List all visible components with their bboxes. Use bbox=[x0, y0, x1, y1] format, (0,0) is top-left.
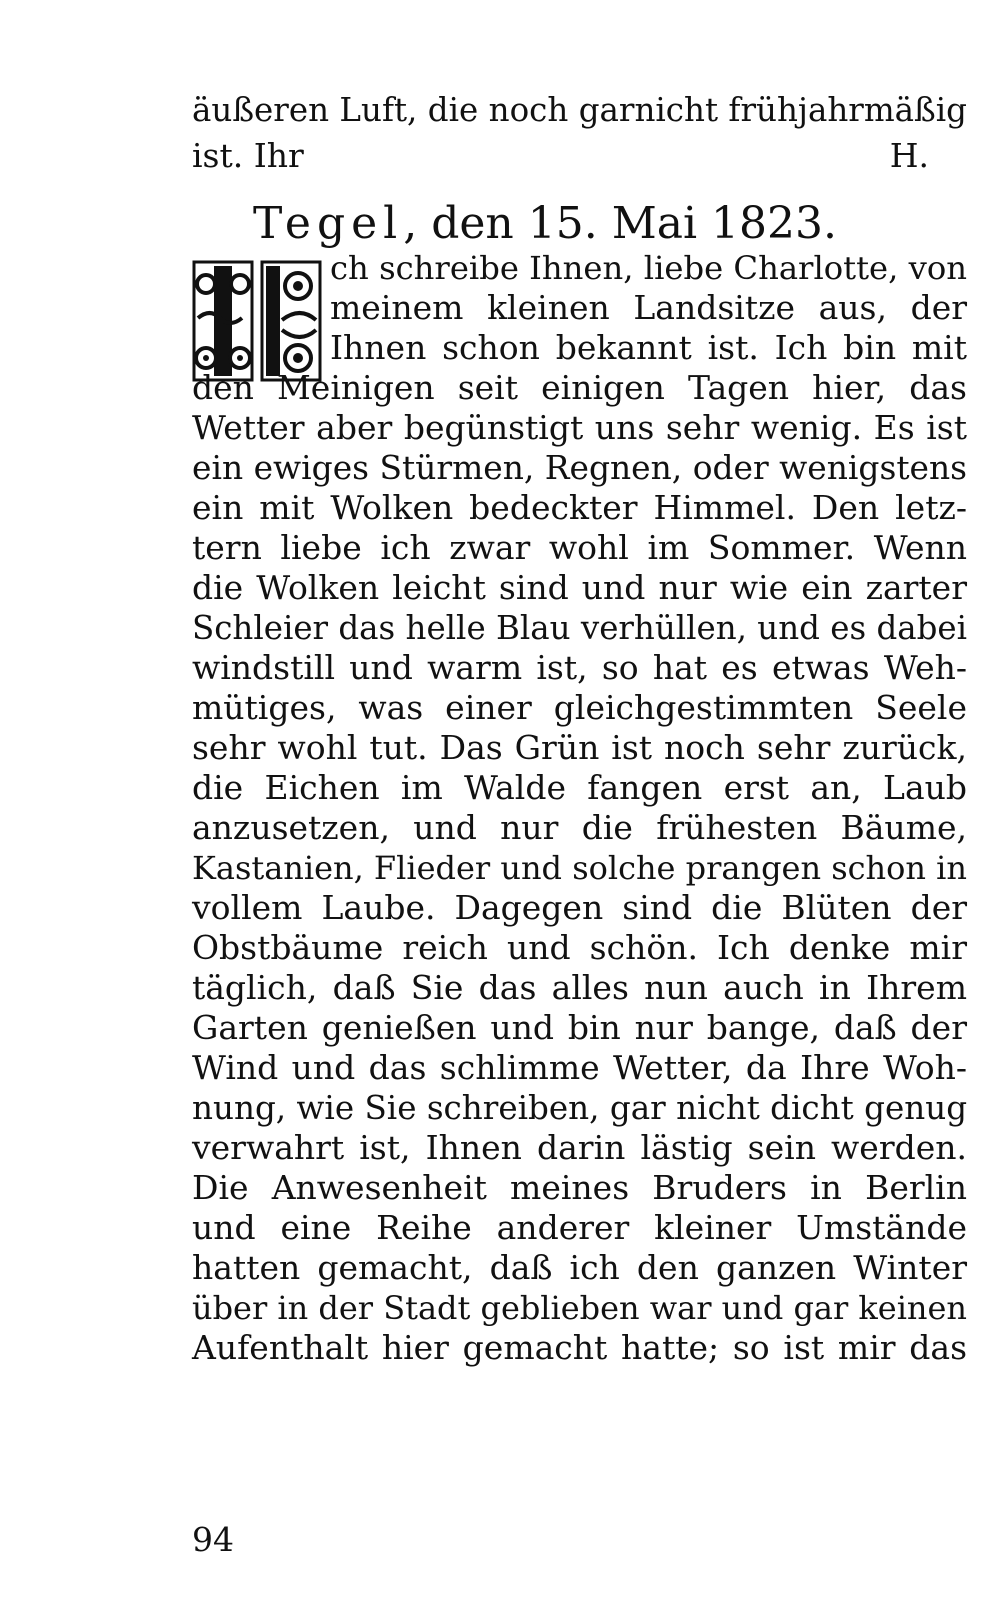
text-line: Aufenthalt hier gemacht hatte; so ist mir das bbox=[192, 1328, 967, 1367]
text-line: Wetter aber begünstigt uns sehr wenig. Es ist bbox=[192, 408, 967, 447]
text-line: mütiges, was einer gleichgestimmten Seele bbox=[192, 688, 967, 727]
text-line: über in der Stadt geblieben war und gar keinen bbox=[192, 1289, 967, 1327]
page-number: 94 bbox=[192, 1520, 234, 1559]
text-line: Obstbäume reich und schön. Ich denke mir bbox=[192, 928, 967, 967]
letter-heading bbox=[0, 196, 1000, 252]
text-line-indented: meinem kleinen Landsitze aus, der bbox=[330, 288, 967, 327]
drop-cap-letter-i-icon bbox=[192, 260, 254, 382]
text-line: sehr wohl tut. Das Grün ist noch sehr zurück, bbox=[192, 728, 967, 767]
text-line: Wind und das schlimme Wetter, da Ihre Woh- bbox=[192, 1048, 967, 1087]
signoff-signature: H. bbox=[889, 136, 929, 175]
text-line: vollem Laube. Dagegen sind die Blüten der bbox=[192, 888, 967, 927]
text-line: den Meinigen seit einigen Tagen hier, das bbox=[192, 368, 967, 407]
text-line-indented: Ihnen schon bekannt ist. Ich bin mit bbox=[330, 328, 967, 367]
text-line: ein ewiges Stürmen, Regnen, oder wenigstens bbox=[192, 448, 967, 487]
drop-cap-letter-c-icon bbox=[260, 260, 322, 382]
text-line: nung, wie Sie schreiben, gar nicht dicht genug bbox=[192, 1089, 968, 1127]
heading-date: , den 15. Mai 1823. bbox=[403, 198, 838, 249]
text-line: verwahrt ist, Ihnen darin lästig sein werden. bbox=[192, 1128, 967, 1167]
text-line: tern liebe ich zwar wohl im Sommer. Wenn bbox=[192, 528, 967, 567]
text-line-indented: ch schreibe Ihnen, liebe Charlotte, von bbox=[330, 249, 967, 287]
text-line: hatten gemacht, daß ich den ganzen Winter bbox=[192, 1248, 967, 1287]
signoff-left: ist. Ihr bbox=[192, 136, 304, 175]
text-line-carryover: äußeren Luft, die noch garnicht frühjahrmäßig bbox=[192, 91, 967, 129]
text-line: und eine Reihe anderer kleiner Umstände bbox=[192, 1208, 967, 1247]
text-line: Kastanien, Flieder und solche prangen schon in bbox=[192, 849, 967, 887]
text-line: Garten genießen und bin nur bange, daß der bbox=[192, 1008, 967, 1047]
text-line: ein mit Wolken bedeckter Himmel. Den letz- bbox=[192, 488, 967, 527]
text-line: Schleier das helle Blau verhüllen, und es dabei bbox=[192, 609, 967, 647]
letter-signoff bbox=[192, 136, 929, 176]
text-line: anzusetzen, und nur die frühesten Bäume, bbox=[192, 808, 967, 847]
text-line: windstill und warm ist, so hat es etwas Weh- bbox=[192, 648, 967, 687]
heading-place: Tegel bbox=[252, 198, 404, 249]
ornamental-drop-cap-icon bbox=[192, 260, 322, 382]
text-line: Die Anwesenheit meines Bruders in Berlin bbox=[192, 1168, 967, 1207]
text-line: die Eichen im Walde fangen erst an, Laub bbox=[192, 768, 967, 807]
text-line: die Wolken leicht sind und nur wie ein zarter bbox=[192, 568, 967, 607]
text-line: täglich, daß Sie das alles nun auch in Ihrem bbox=[192, 968, 967, 1007]
